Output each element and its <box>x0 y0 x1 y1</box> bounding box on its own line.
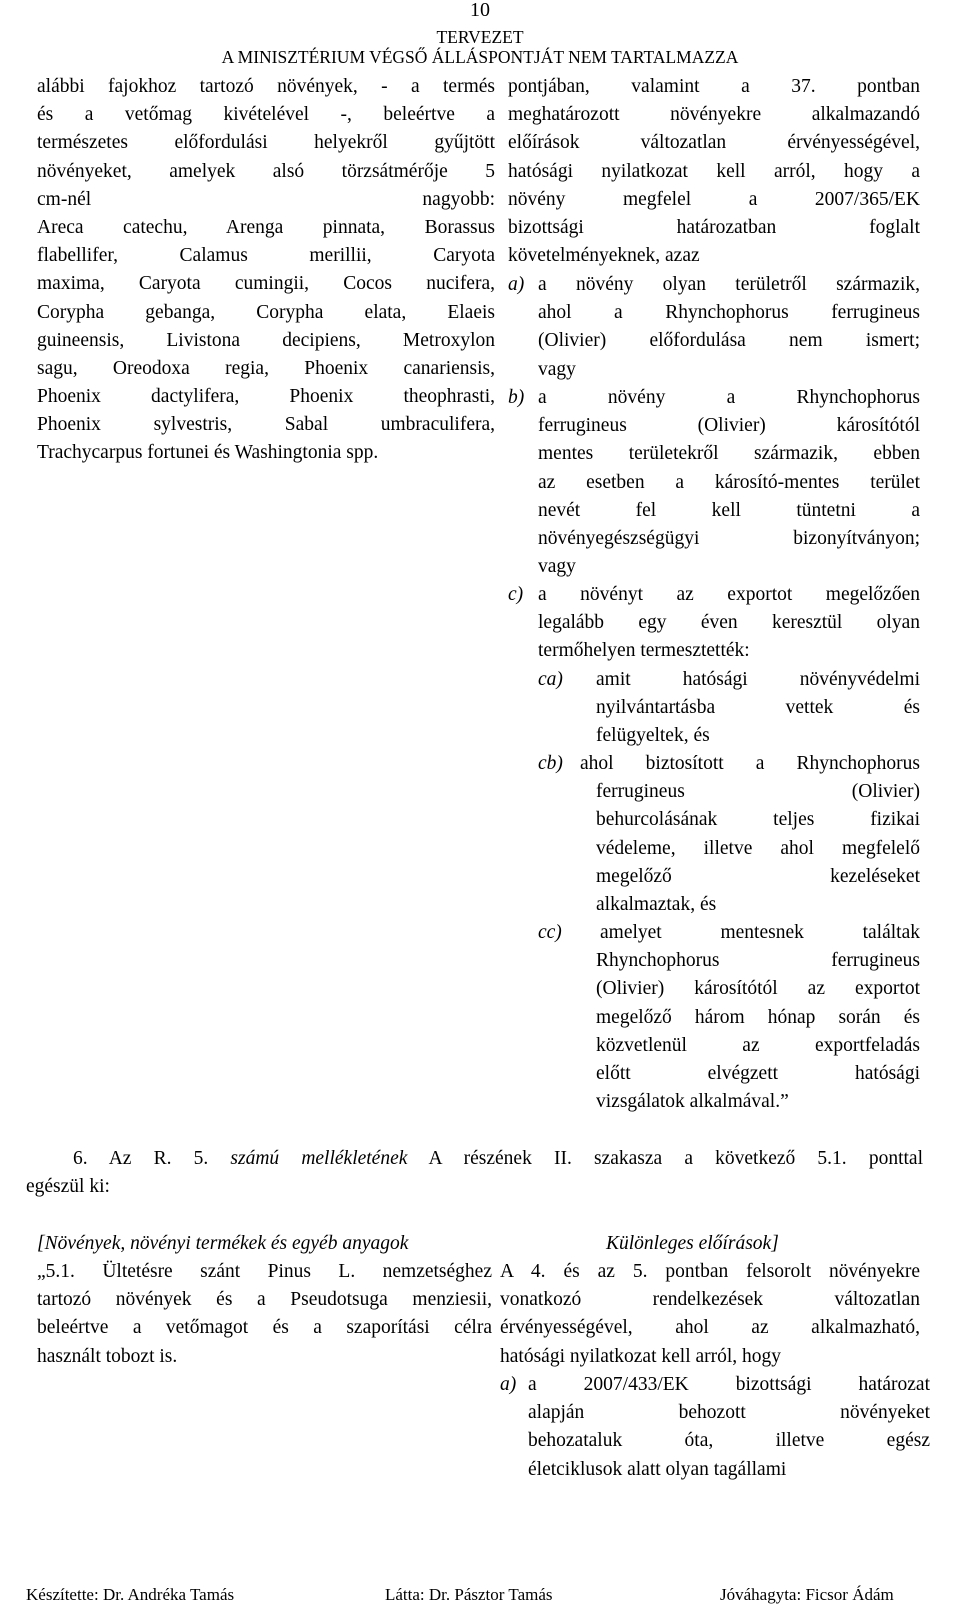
list-item-first-line: amit hatósági növényvédelmi <box>596 669 920 690</box>
list-item-line: (Olivier) előfordulása nem ismert; <box>538 330 920 352</box>
text-line: Areca catechu, Arenga pinnata, Borassus <box>37 216 495 238</box>
list-item-line: legalább egy éven keresztül olyan <box>538 612 920 634</box>
section-6-italic: számú mellékletének <box>230 1148 408 1169</box>
section-6-line1 <box>73 1145 923 1173</box>
section-6-rest: A részének II. szakasza a következő 5.1. ponttal <box>428 1148 923 1169</box>
list-item-line: alkalmaztak, és <box>596 894 717 915</box>
list-item-line: védeleme, illetve ahol megfelelő <box>596 837 920 859</box>
page-number: 10 <box>470 0 490 21</box>
footer-reviewed-by: Látta: Dr. Pásztor Tamás <box>385 1585 553 1604</box>
list-marker: a) <box>500 1374 517 1395</box>
text-line: követelményeknek, azaz <box>508 245 700 267</box>
text-line: A 4. és az 5. pontban felsorolt növényekre <box>500 1261 920 1282</box>
text-line: bizottsági határozatban foglalt <box>508 216 920 238</box>
text-line: beleértve a vetőmagot és a szaporítási célra <box>37 1317 492 1339</box>
text-line: Phoenix sylvestris, Sabal umbraculifera, <box>37 414 495 436</box>
text-line: természetes előfordulási helyekről gyűjtött <box>37 132 495 154</box>
list-marker: b) <box>508 387 525 408</box>
list-item-first-line: a 2007/433/EK bizottsági határozat <box>528 1374 930 1395</box>
text-line: alábbi fajokhoz tartozó növények, - a termés <box>37 76 495 97</box>
list-item-line: alapján behozott növényeket <box>528 1402 930 1424</box>
section-6-num: 6. Az R. 5. <box>73 1148 209 1169</box>
section-6-line2: egészül ki: <box>26 1176 110 1197</box>
disclaimer: A MINISZTÉRIUM VÉGSŐ ÁLLÁSPONTJÁT NEM TARTALMAZZA <box>221 47 739 67</box>
list-item-line: (Olivier) károsítótól az exportot <box>596 978 920 1000</box>
text-line: érvényességével, ahol az alkalmazható, <box>500 1317 920 1339</box>
list-item-line: előtt elvégzett hatósági <box>596 1063 920 1084</box>
list-item-line: megelőző kezeléseket <box>596 865 920 887</box>
text-line: növényeket, amelyek alsó törzsátmérője 5 <box>37 160 495 182</box>
table-head-left: [Növények, növényi termékek és egyéb anyagok <box>37 1233 409 1254</box>
table-head-right: Különleges előírások] <box>606 1233 779 1254</box>
list-item-line: megelőző három hónap során és <box>596 1006 920 1028</box>
footer-prepared-by: Készítette: Dr. Andréka Tamás <box>26 1585 235 1604</box>
text-line: és a vetőmag kivételével -, beleértve a <box>37 104 495 126</box>
text-line: „5.1. Ültetésre szánt Pinus L. nemzetséghez <box>37 1261 492 1282</box>
list-item-line: ahol a Rhynchophorus ferrugineus <box>538 302 920 324</box>
list-item-first-line: amelyet mentesnek találtak <box>600 922 920 943</box>
list-item-line: nevét fel kell tüntetni a <box>538 499 920 521</box>
text-line: tartozó növények és a Pseudotsuga menziesii, <box>37 1289 492 1311</box>
list-item-line: termőhelyen termesztették: <box>538 640 750 662</box>
list-item-line: ferrugineus (Olivier) károsítótól <box>538 415 920 437</box>
text-line: guineensis, Livistona decipiens, Metroxylon <box>37 329 495 351</box>
list-item-first-line: a növény a Rhynchophorus <box>538 387 920 408</box>
text-line: Trachycarpus fortunei és Washingtonia spp. <box>37 442 379 464</box>
table-left-cell <box>37 1258 492 1371</box>
list-item-line: nyilvántartásba vettek és <box>596 697 920 719</box>
text-line: hatósági nyilatkozat kell arról, hogy <box>500 1345 782 1367</box>
text-line: sagu, Oreodoxa regia, Phoenix canariensis, <box>37 357 495 379</box>
footer-approved-by: Jóváhagyta: Ficsor Ádám <box>720 1585 894 1604</box>
text-line: cm-nél nagyobb: <box>37 188 495 210</box>
text-line: maxima, Caryota cumingii, Cocos nucifera, <box>37 273 495 295</box>
list-item-line: ferrugineus (Olivier) <box>596 781 920 803</box>
list-item-line: vizsgálatok alkalmával.” <box>596 1091 789 1113</box>
list-item-line: vagy <box>538 358 576 380</box>
list-marker: cc) <box>538 922 562 943</box>
text-line: használt tobozt is. <box>37 1345 178 1367</box>
draft-label: TERVEZET <box>436 27 524 47</box>
text-line: hatósági nyilatkozat kell arról, hogy a <box>508 160 920 182</box>
list-item-line: életciklusok alatt olyan tagállami <box>528 1458 787 1480</box>
list-marker: a) <box>508 274 525 295</box>
text-line: meghatározott növényekre alkalmazandó <box>508 104 920 126</box>
list-marker: c) <box>508 584 524 605</box>
list-item-line: közvetlenül az exportfeladás <box>596 1034 920 1056</box>
table-right-cell <box>500 1258 920 1371</box>
list-item-line: mentes területekről származik, ebben <box>538 443 920 465</box>
text-line: előírások változatlan érvényességével, <box>508 132 920 154</box>
list-item-line: felügyeltek, és <box>596 725 710 747</box>
text-line: Corypha gebanga, Corypha elata, Elaeis <box>37 301 495 323</box>
list-item-first-line: ahol biztosított a Rhynchophorus <box>580 753 920 774</box>
list-item-line: növényegészségügyi bizonyítványon; <box>538 528 920 549</box>
right-column-intro <box>508 73 920 270</box>
list-item-line: behozataluk óta, illetve egész <box>528 1430 930 1452</box>
list-item-line: vagy <box>538 556 576 578</box>
list-item-line: az esetben a károsító-mentes terület <box>538 471 920 493</box>
list-item-first-line: a növény olyan területről származik, <box>538 274 920 295</box>
left-column <box>37 73 495 468</box>
text-line: pontjában, valamint a 37. pontban <box>508 76 920 97</box>
list-marker: cb) <box>538 753 563 774</box>
text-line: vonatkozó rendelkezések változatlan <box>500 1289 920 1311</box>
text-line: flabellifer, Calamus merillii, Caryota <box>37 245 495 267</box>
list-marker: ca) <box>538 669 563 690</box>
list-item-first-line: a növényt az exportot megelőzően <box>538 584 920 605</box>
list-item-line: Rhynchophorus ferrugineus <box>596 950 920 972</box>
text-line: Phoenix dactylifera, Phoenix theophrasti, <box>37 386 495 408</box>
text-line: növény megfelel a 2007/365/EK <box>508 188 920 210</box>
list-item-line: behurcolásának teljes fizikai <box>596 809 920 831</box>
